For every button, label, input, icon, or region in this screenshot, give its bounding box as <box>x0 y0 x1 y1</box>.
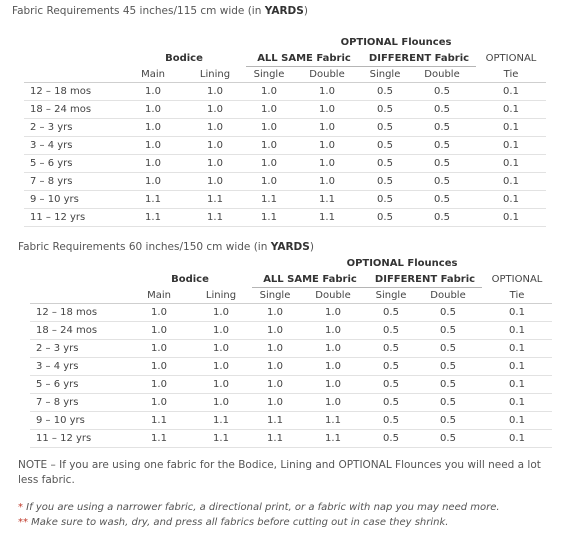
cell-main: 1.1 <box>122 191 184 209</box>
cell-tie: 0.1 <box>476 173 546 191</box>
cell-diff-double: 0.5 <box>408 155 476 173</box>
col-diff-single: Single <box>362 67 408 83</box>
cell-diff-double: 0.5 <box>408 137 476 155</box>
cell-same-single: 1.1 <box>252 430 298 448</box>
cell-diff-double: 0.5 <box>408 191 476 209</box>
cell-diff-double: 0.5 <box>414 304 482 322</box>
cell-size: 5 – 6 yrs <box>24 155 122 173</box>
cell-same-single: 1.0 <box>252 358 298 376</box>
cell-lining: 1.1 <box>184 191 246 209</box>
col-same-single: Single <box>246 67 292 83</box>
cell-size: 2 – 3 yrs <box>24 119 122 137</box>
note-text: NOTE – If you are using one fabric for the Bodice, Lining and OPTIONAL Flounces you will need a lot less fabric. <box>18 459 541 486</box>
cell-same-double: 1.0 <box>298 358 368 376</box>
cell-same-single: 1.0 <box>246 137 292 155</box>
optional-header: OPTIONAL <box>485 52 537 64</box>
cell-diff-double: 0.5 <box>408 173 476 191</box>
cell-lining: 1.0 <box>190 322 252 340</box>
footnote-double-asterisk: ** <box>18 517 28 528</box>
footnote-asterisk: * <box>18 502 23 513</box>
cell-lining: 1.1 <box>190 430 252 448</box>
cell-diff-double: 0.5 <box>408 209 476 227</box>
cell-tie: 0.1 <box>476 137 546 155</box>
cell-lining: 1.0 <box>190 340 252 358</box>
cell-tie: 0.1 <box>476 83 546 101</box>
col-lining: Lining <box>190 288 252 304</box>
table2-caption-suffix: ) <box>309 241 314 253</box>
cell-diff-single: 0.5 <box>362 155 408 173</box>
cell-same-double: 1.0 <box>298 376 368 394</box>
footnote-wash-fabrics-text: Make sure to wash, dry, and press all fabrics before cutting out in case they shrink. <box>28 517 449 528</box>
table-row <box>30 340 552 358</box>
cell-tie: 0.1 <box>476 155 546 173</box>
cell-main: 1.0 <box>128 358 190 376</box>
cell-same-single: 1.1 <box>246 191 292 209</box>
table-row <box>24 83 546 101</box>
cell-diff-double: 0.5 <box>414 430 482 448</box>
cell-size: 11 – 12 yrs <box>24 209 122 227</box>
cell-lining: 1.0 <box>190 358 252 376</box>
bodice-header: Bodice <box>171 273 209 285</box>
cell-tie: 0.1 <box>476 101 546 119</box>
cell-tie: 0.1 <box>476 209 546 227</box>
cell-same-single: 1.0 <box>246 173 292 191</box>
cell-main: 1.0 <box>128 340 190 358</box>
cell-lining: 1.0 <box>184 155 246 173</box>
table-row <box>30 412 552 430</box>
cell-same-single: 1.0 <box>246 101 292 119</box>
col-main: Main <box>122 67 184 83</box>
col-diff-double: Double <box>414 288 482 304</box>
optional-flounces-header: OPTIONAL Flounces <box>340 36 452 48</box>
col-diff-double: Double <box>408 67 476 83</box>
cell-diff-single: 0.5 <box>368 358 414 376</box>
col-tie: Tie <box>482 288 552 304</box>
cell-size: 9 – 10 yrs <box>30 412 128 430</box>
footnote-narrow-fabric <box>18 502 500 513</box>
cell-same-single: 1.0 <box>252 340 298 358</box>
col-lining: Lining <box>184 67 246 83</box>
cell-same-double: 1.1 <box>292 209 362 227</box>
table-row <box>24 173 546 191</box>
cell-same-single: 1.1 <box>246 209 292 227</box>
cell-lining: 1.0 <box>184 83 246 101</box>
table-row <box>24 191 546 209</box>
cell-diff-single: 0.5 <box>368 340 414 358</box>
cell-lining: 1.0 <box>184 101 246 119</box>
table-row <box>30 304 552 322</box>
table1-caption-unit: YARDS <box>264 5 304 17</box>
cell-main: 1.0 <box>128 394 190 412</box>
table2-caption <box>18 241 314 253</box>
bodice-header: Bodice <box>165 52 203 64</box>
cell-tie: 0.1 <box>482 430 552 448</box>
cell-same-double: 1.0 <box>292 119 362 137</box>
table-row <box>30 322 552 340</box>
cell-same-double: 1.0 <box>292 137 362 155</box>
cell-same-double: 1.0 <box>298 304 368 322</box>
cell-diff-double: 0.5 <box>414 322 482 340</box>
cell-main: 1.0 <box>122 83 184 101</box>
cell-main: 1.1 <box>122 209 184 227</box>
cell-diff-single: 0.5 <box>362 137 408 155</box>
cell-main: 1.0 <box>122 173 184 191</box>
optional-header: OPTIONAL <box>491 273 543 285</box>
cell-same-double: 1.1 <box>298 430 368 448</box>
table-row <box>24 155 546 173</box>
col-main: Main <box>128 288 190 304</box>
cell-same-single: 1.0 <box>246 83 292 101</box>
cell-size: 12 – 18 mos <box>24 83 122 101</box>
fabric-table-60in <box>30 255 552 448</box>
cell-main: 1.0 <box>128 322 190 340</box>
optional-flounces-header: OPTIONAL Flounces <box>346 257 458 269</box>
cell-lining: 1.1 <box>190 412 252 430</box>
table-row <box>24 101 546 119</box>
cell-diff-single: 0.5 <box>362 83 408 101</box>
cell-tie: 0.1 <box>482 340 552 358</box>
cell-same-single: 1.1 <box>252 412 298 430</box>
col-same-single: Single <box>252 288 298 304</box>
cell-tie: 0.1 <box>482 358 552 376</box>
cell-same-double: 1.1 <box>292 191 362 209</box>
cell-diff-single: 0.5 <box>362 101 408 119</box>
cell-diff-double: 0.5 <box>414 394 482 412</box>
cell-lining: 1.0 <box>190 394 252 412</box>
cell-lining: 1.0 <box>184 173 246 191</box>
cell-diff-single: 0.5 <box>368 394 414 412</box>
cell-lining: 1.0 <box>184 119 246 137</box>
cell-lining: 1.0 <box>190 304 252 322</box>
table2-caption-unit: YARDS <box>270 241 310 253</box>
cell-tie: 0.1 <box>476 119 546 137</box>
table-row <box>24 137 546 155</box>
cell-tie: 0.1 <box>482 322 552 340</box>
table-row <box>24 119 546 137</box>
cell-size: 5 – 6 yrs <box>30 376 128 394</box>
cell-same-single: 1.0 <box>252 376 298 394</box>
table-row <box>30 376 552 394</box>
cell-size: 18 – 24 mos <box>30 322 128 340</box>
table1-caption-prefix: Fabric Requirements 45 inches/115 cm wide (in <box>12 5 265 17</box>
col-same-double: Double <box>298 288 368 304</box>
cell-diff-single: 0.5 <box>368 430 414 448</box>
cell-main: 1.0 <box>128 376 190 394</box>
cell-diff-single: 0.5 <box>362 119 408 137</box>
table1-caption-suffix: ) <box>303 5 308 17</box>
cell-diff-single: 0.5 <box>368 304 414 322</box>
cell-tie: 0.1 <box>482 394 552 412</box>
cell-same-double: 1.0 <box>298 340 368 358</box>
table2-caption-prefix: Fabric Requirements 60 inches/150 cm wide (in <box>18 241 271 253</box>
cell-same-single: 1.0 <box>252 304 298 322</box>
cell-diff-single: 0.5 <box>362 209 408 227</box>
cell-same-single: 1.0 <box>246 155 292 173</box>
cell-size: 3 – 4 yrs <box>30 358 128 376</box>
cell-diff-double: 0.5 <box>414 412 482 430</box>
cell-diff-double: 0.5 <box>414 376 482 394</box>
cell-diff-single: 0.5 <box>362 173 408 191</box>
all-same-fabric-header: ALL SAME Fabric <box>246 50 362 67</box>
cell-diff-single: 0.5 <box>368 412 414 430</box>
all-same-fabric-header: ALL SAME Fabric <box>252 271 368 288</box>
cell-size: 7 – 8 yrs <box>30 394 128 412</box>
col-same-double: Double <box>292 67 362 83</box>
cell-same-single: 1.0 <box>252 322 298 340</box>
cell-diff-double: 0.5 <box>414 340 482 358</box>
cell-main: 1.0 <box>122 155 184 173</box>
cell-tie: 0.1 <box>482 304 552 322</box>
cell-same-single: 1.0 <box>252 394 298 412</box>
footnote-wash-fabrics <box>18 517 448 528</box>
cell-tie: 0.1 <box>476 191 546 209</box>
cell-tie: 0.1 <box>482 376 552 394</box>
fabric-table-45in <box>24 34 546 227</box>
cell-same-double: 1.0 <box>292 101 362 119</box>
cell-same-double: 1.0 <box>298 394 368 412</box>
cell-main: 1.1 <box>128 412 190 430</box>
cell-tie: 0.1 <box>482 412 552 430</box>
cell-same-double: 1.0 <box>292 173 362 191</box>
table-row <box>30 430 552 448</box>
cell-same-double: 1.0 <box>292 83 362 101</box>
col-tie: Tie <box>476 67 546 83</box>
col-diff-single: Single <box>368 288 414 304</box>
cell-diff-single: 0.5 <box>368 376 414 394</box>
footnote-narrow-fabric-text: If you are using a narrower fabric, a directional print, or a fabric with nap you may need more. <box>23 502 500 513</box>
cell-diff-single: 0.5 <box>362 191 408 209</box>
cell-size: 18 – 24 mos <box>24 101 122 119</box>
cell-main: 1.1 <box>128 430 190 448</box>
cell-diff-double: 0.5 <box>408 119 476 137</box>
cell-main: 1.0 <box>128 304 190 322</box>
cell-same-double: 1.0 <box>292 155 362 173</box>
cell-same-double: 1.0 <box>298 322 368 340</box>
table-row <box>30 394 552 412</box>
table-row <box>24 209 546 227</box>
table1-caption <box>12 5 308 17</box>
cell-same-double: 1.1 <box>298 412 368 430</box>
cell-main: 1.0 <box>122 119 184 137</box>
cell-diff-double: 0.5 <box>408 83 476 101</box>
cell-size: 7 – 8 yrs <box>24 173 122 191</box>
cell-diff-double: 0.5 <box>408 101 476 119</box>
cell-lining: 1.0 <box>190 376 252 394</box>
cell-main: 1.0 <box>122 101 184 119</box>
cell-size: 2 – 3 yrs <box>30 340 128 358</box>
cell-size: 9 – 10 yrs <box>24 191 122 209</box>
cell-size: 12 – 18 mos <box>30 304 128 322</box>
different-fabric-header: DIFFERENT Fabric <box>368 271 482 288</box>
cell-same-single: 1.0 <box>246 119 292 137</box>
cell-diff-double: 0.5 <box>414 358 482 376</box>
cell-main: 1.0 <box>122 137 184 155</box>
table-row <box>30 358 552 376</box>
cell-size: 3 – 4 yrs <box>24 137 122 155</box>
different-fabric-header: DIFFERENT Fabric <box>362 50 476 67</box>
cell-lining: 1.1 <box>184 209 246 227</box>
cell-lining: 1.0 <box>184 137 246 155</box>
cell-diff-single: 0.5 <box>368 322 414 340</box>
cell-size: 11 – 12 yrs <box>30 430 128 448</box>
